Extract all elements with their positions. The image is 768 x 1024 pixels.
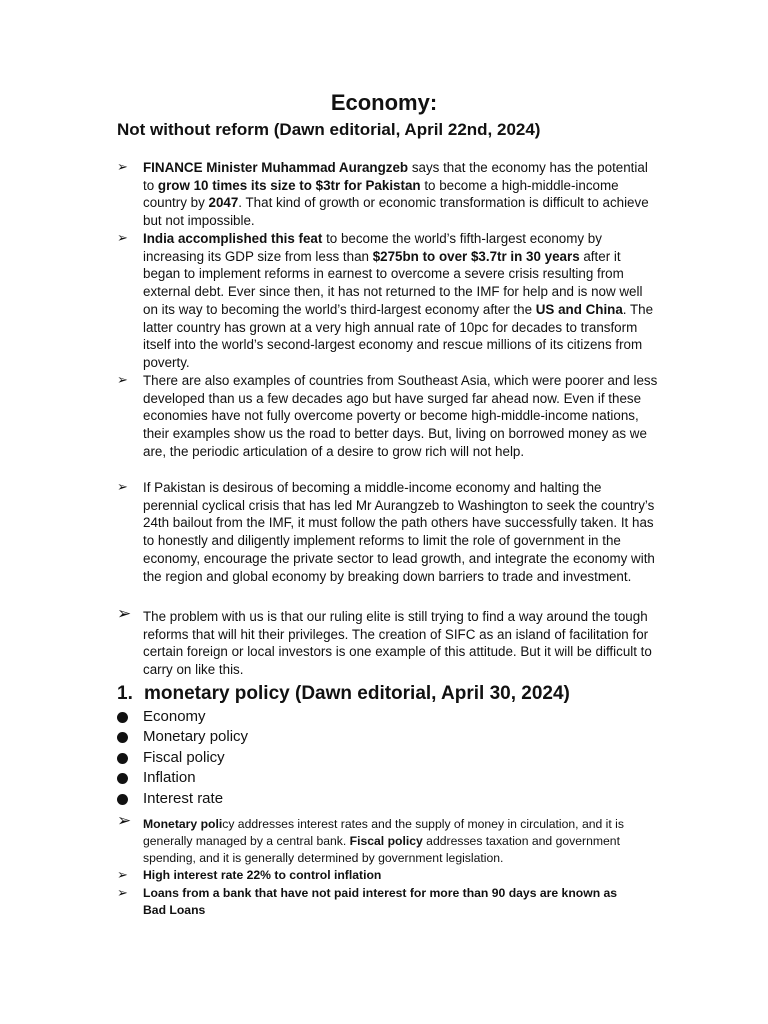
bullet-dot-icon — [117, 712, 128, 723]
arrow-bullet-icon: ➢ — [117, 373, 128, 388]
text-span: after it began to implement reforms in earnest to overcome a severe crisis resulting from external debt. Ever since then, it has not returned to the IMF for help and is now well on its way to becoming the world’s third-largest economy after the — [143, 248, 643, 317]
bold-phrase: 2047 — [208, 195, 239, 211]
bullet-dot-icon — [117, 773, 128, 784]
bold-phrase: grow 10 times its size to $3tr for Pakistan — [157, 177, 421, 193]
bold-phrase: US and China — [535, 301, 623, 317]
section-heading-text: monetary policy (Dawn editorial, April 30, 2024) — [144, 683, 570, 704]
paragraph-southeast-asia: There are also examples of countries from Southeast Asia, which were poorer and less developed than us a few decades ago but have surged far ahead now. Even if these economies have not fully overcome poverty or become high-middle-income nations, their examples show us the road to better days. But, living on borrowed money as we are, the periodic articulation of a desire to grow rich will not help. — [143, 373, 658, 459]
list-item: Economy — [143, 708, 206, 725]
bold-phrase: $275bn to over $3.7tr in 30 years — [372, 248, 580, 264]
paragraph-aurangzeb — [143, 159, 658, 230]
section-heading — [117, 683, 570, 705]
paragraph-india — [143, 230, 658, 372]
text-span: to become a high-middle-income country by — [143, 177, 619, 211]
arrow-bullet-icon: ➢ — [117, 160, 128, 175]
text-span: to become the world’s fifth-largest economy by increasing its GDP size from less than — [143, 231, 602, 264]
bold-phrase: Fiscal policy — [349, 834, 423, 848]
list-item: Inflation — [143, 769, 196, 786]
text-span: . That kind of growth or economic transformation is difficult to achieve but not impossible. — [143, 195, 649, 229]
point-interest-rate: High interest rate 22% to control inflation — [143, 868, 382, 882]
text-span: cy addresses interest rates and the supply of money in circulation, and it is generally managed by a central bank. — [143, 817, 624, 848]
list-item: Fiscal policy — [143, 749, 225, 766]
text-span: . The latter country has grown at a very high annual rate of 10pc for decades to transform itself into the world’s second-largest economy and rescue millions of its citizens from poverty. — [143, 301, 654, 370]
list-item: Monetary policy — [143, 728, 249, 745]
bullet-dot-icon — [117, 753, 128, 764]
arrow-bullet-icon: ➢ — [117, 868, 128, 883]
page-title: Economy: — [330, 90, 438, 115]
page-subtitle: Not without reform (Dawn editorial, April 22nd, 2024) — [117, 120, 541, 139]
text-span: says that the economy has the potential to — [143, 160, 648, 193]
bullet-dot-icon — [117, 794, 128, 805]
section-number: 1. — [117, 683, 133, 704]
list-item: Interest rate — [143, 790, 224, 807]
bold-phrase: India accomplished this feat — [143, 231, 323, 246]
paragraph-pakistan-reforms: If Pakistan is desirous of becoming a middle-income economy and halting the perennial cyclical crisis that has led Mr Aurangzeb to Washington to seek the country’s 24th bailout from the IMF, it must follow the path others have successfully taken. It has to honestly and diligently implement reforms to limit the role of government in the economy, encourage the private sector to lead growth, and integrate the economy with the region and global economy by breaking down barriers to trade and investment. — [143, 480, 655, 584]
arrow-bullet-icon: ➢ — [117, 811, 132, 831]
bullet-dot-icon — [117, 732, 128, 743]
paragraph-ruling-elite: The problem with us is that our ruling elite is still trying to find a way around the tough reforms that will hit their privileges. The creation of SIFC as an island of facilitation for certain foreign or local investors is one example of this attitude. But it will be difficult to carry on like this. — [143, 609, 652, 678]
arrow-bullet-icon: ➢ — [117, 604, 132, 624]
bold-phrase: Monetary poli — [143, 817, 223, 831]
point-bad-loans: Loans from a bank that have not paid interest for more than 90 days are known as Bad Loans — [143, 886, 618, 917]
arrow-bullet-icon: ➢ — [117, 480, 128, 495]
arrow-bullet-icon: ➢ — [117, 231, 128, 246]
paragraph-policy-definitions — [143, 816, 658, 867]
arrow-bullet-icon: ➢ — [117, 886, 128, 901]
bold-phrase: FINANCE Minister Muhammad Aurangzeb — [143, 160, 409, 175]
text-span: addresses taxation and government spending, and it is generally determined by government legislation. — [143, 834, 620, 865]
